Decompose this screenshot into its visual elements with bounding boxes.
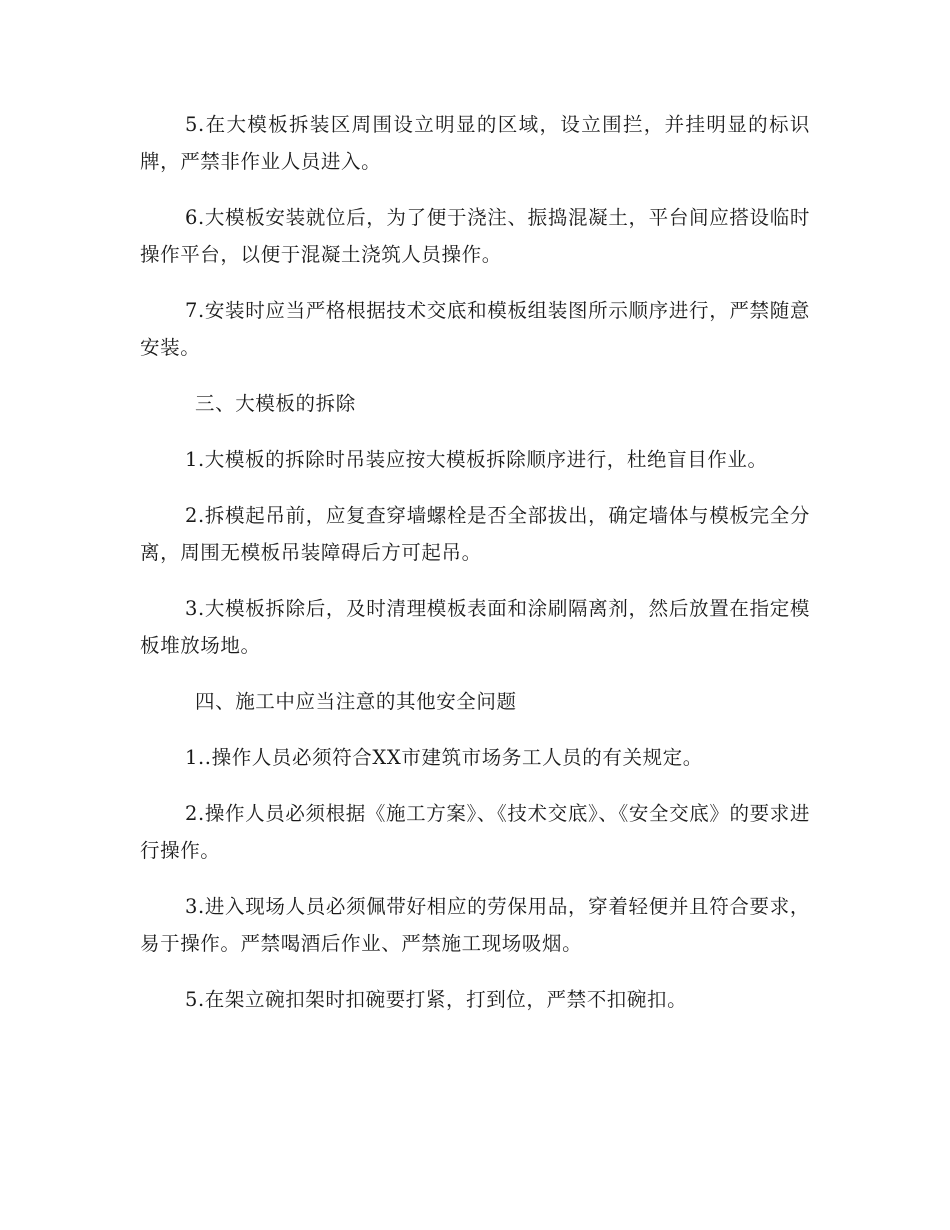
paragraph-safety-5: 5.在架立碗扣架时扣碗要打紧，打到位，严禁不扣碗扣。 (185, 988, 688, 1011)
paragraph-safety-2: 2.操作人员必须根据《施工方案》、《技术交底》、《安全交底》的要求进行操作。 (140, 802, 810, 862)
paragraph-removal-2: 2.拆模起吊前，应复查穿墙螺栓是否全部拔出，确定墙体与模板完全分离，周围无模板吊装障碍后方可起吊。 (140, 504, 810, 564)
paragraph-removal-3: 3.大模板拆除后，及时清理模板表面和涂刷隔离剂，然后放置在指定模板堆放场地。 (140, 597, 810, 657)
paragraph-item-6-platform: 6.大模板安装就位后，为了便于浇注、振捣混凝土，平台间应搭设临时操作平台，以便于混凝土浇筑人员操作。 (140, 206, 810, 266)
paragraph-safety-3: 3.进入现场人员必须佩带好相应的劳保用品，穿着轻便并且符合要求，易于操作。严禁喝酒后作业、严禁施工现场吸烟。 (140, 895, 810, 955)
paragraph-item-5-partition: 5.在大模板拆装区周围设立明显的区域，设立围拦，并挂明显的标识牌，严禁非作业人员进入。 (140, 113, 810, 173)
paragraph-item-7-installation: 7.安装时应当严格根据技术交底和模板组装图所示顺序进行，严禁随意安装。 (140, 299, 810, 359)
paragraph-safety-1: 1..操作人员必须符合XX市建筑市场务工人员的有关规定。 (185, 746, 703, 769)
section-heading-3: 三、大模板的拆除 (195, 392, 356, 415)
paragraph-removal-1: 1.大模板的拆除时吊装应按大模板拆除顺序进行，杜绝盲目作业。 (185, 448, 768, 471)
section-heading-4: 四、施工中应当注意的其他安全问题 (195, 690, 517, 713)
